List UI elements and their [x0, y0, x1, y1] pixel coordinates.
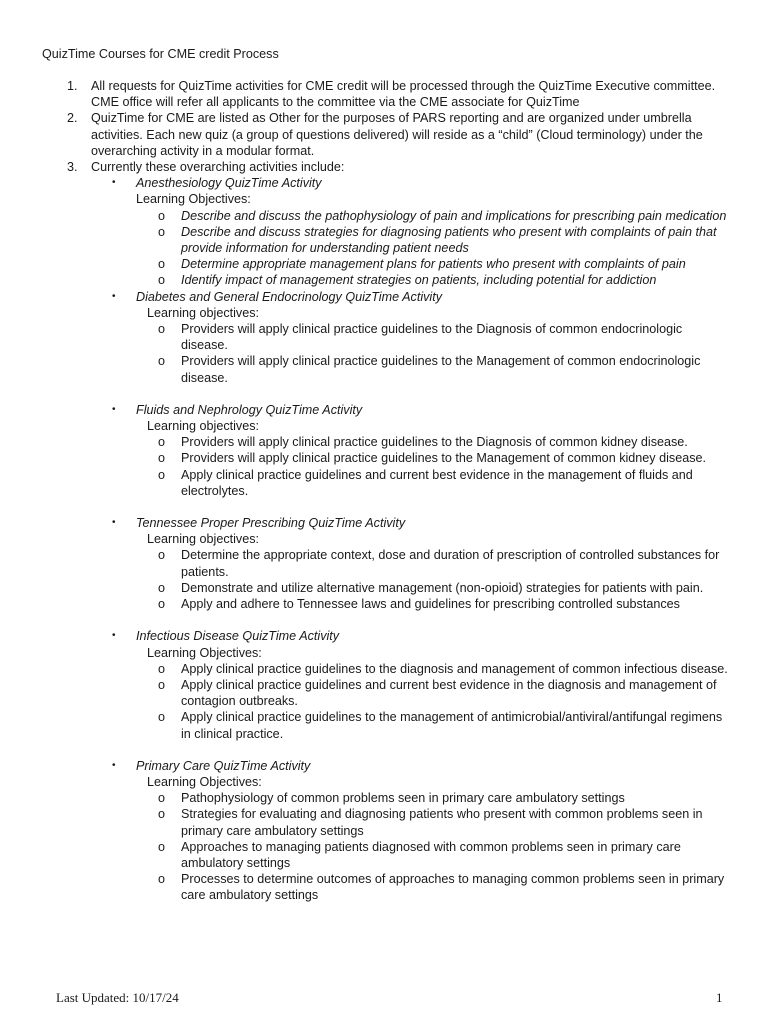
list-item-2 — [0, 110, 731, 159]
objective-item — [136, 272, 731, 288]
list-item-3 — [0, 159, 731, 175]
objective-item — [136, 208, 731, 224]
bullet-icon: • — [112, 290, 116, 302]
activity-infectious-disease — [0, 628, 736, 741]
objective-item — [136, 661, 731, 677]
sub-bullet-icon: o — [158, 354, 166, 369]
objective-text: Apply and adhere to Tennessee laws and guidelines for prescribing controlled substances — [181, 597, 680, 612]
document-title: QuizTime Courses for CME credit Process — [42, 47, 279, 61]
objective-text: Providers will apply clinical practice guidelines to the Diagnosis of common endocrinologic disease. — [181, 322, 683, 353]
page-number: 1 — [716, 990, 723, 1005]
objective-text: Strategies for evaluating and diagnosing patients who present with common problems seen in primary care ambulatory settings — [181, 807, 703, 838]
objective-item — [136, 467, 731, 499]
learning-objectives-label: Learning Objectives: — [136, 192, 251, 207]
sub-bullet-icon: o — [158, 273, 166, 288]
sub-bullet-icon: o — [158, 208, 166, 223]
sub-bullet-icon: o — [158, 661, 166, 676]
objective-text: Apply clinical practice guidelines and current best evidence in the diagnosis and management of contagion outbreaks. — [181, 677, 717, 709]
sub-bullet-icon: o — [158, 839, 166, 854]
objective-item — [136, 353, 731, 385]
objective-item — [136, 321, 731, 353]
sub-bullet-icon: o — [158, 467, 166, 482]
sub-bullet-icon: o — [158, 451, 166, 466]
objective-item — [136, 596, 731, 612]
objectives-list — [136, 661, 736, 742]
objectives-list — [136, 208, 736, 289]
objective-text: Providers will apply clinical practice guidelines to the Management of common endocrinologic disease. — [181, 354, 701, 385]
objective-item — [136, 709, 731, 741]
objective-text: Processes to determine outcomes of approaches to managing common problems seen in primary care ambulatory settings — [181, 872, 725, 903]
objective-item — [136, 256, 731, 272]
activity-primary-care — [0, 758, 736, 904]
spacer — [0, 386, 770, 402]
objective-text: Approaches to managing patients diagnosed with common problems seen in primary care ambulatory settings — [181, 839, 681, 870]
bullet-icon: • — [112, 177, 116, 189]
objective-item — [136, 224, 731, 256]
objectives-list — [136, 321, 736, 386]
activity-name: Diabetes and General Endocrinology QuizTime Activity — [136, 289, 443, 304]
objective-text: Determine appropriate management plans for patients who present with complaints of pain — [181, 257, 686, 272]
activity-fluids-nephrology — [0, 402, 736, 499]
objective-item — [136, 547, 731, 579]
sub-bullet-icon: o — [158, 548, 166, 563]
list-item-text: All requests for QuizTime activities for CME credit will be processed through the QuizTime Executive committee. CME office will refer all applicants to the committee via the CME associate for QuizTime — [91, 79, 716, 110]
objective-text: Providers will apply clinical practice guidelines to the Management of common kidney disease. — [181, 451, 707, 466]
activity-anesthesiology — [0, 175, 736, 288]
activity-name: Fluids and Nephrology QuizTime Activity — [136, 402, 363, 417]
activities-list — [0, 175, 770, 903]
sub-bullet-icon: o — [158, 791, 166, 806]
objective-text: Apply clinical practice guidelines to the diagnosis and management of common infectious disease. — [181, 661, 728, 676]
objective-item — [136, 871, 731, 903]
list-item-text: QuizTime for CME are listed as Other for the purposes of PARS reporting and are organized under umbrella activities. Each new quiz (a group of questions delivered) will reside as a “child” (Cloud terminology) under the overarching activity in a modular format. — [91, 111, 703, 158]
list-item-text: Currently these overarching activities include: — [91, 160, 345, 175]
objective-text: Providers will apply clinical practice guidelines to the Diagnosis of common kidney disease. — [181, 435, 688, 450]
objectives-list — [136, 790, 736, 903]
numbered-list — [0, 78, 770, 904]
sub-bullet-icon: o — [158, 677, 166, 692]
learning-objectives-label: Learning objectives: — [147, 532, 260, 547]
activity-tennessee-prescribing — [0, 515, 736, 612]
bullet-icon: • — [112, 517, 116, 529]
list-number: 2. — [67, 111, 78, 126]
sub-bullet-icon: o — [158, 807, 166, 822]
sub-bullet-icon: o — [158, 435, 166, 450]
sub-bullet-icon: o — [158, 710, 166, 725]
objective-item — [136, 806, 731, 838]
sub-bullet-icon: o — [158, 580, 166, 595]
activity-name: Tennessee Proper Prescribing QuizTime Activity — [136, 516, 406, 531]
learning-objectives-label: Learning Objectives: — [147, 645, 262, 660]
objective-item — [136, 450, 731, 466]
objective-text: Apply clinical practice guidelines to the management of antimicrobial/antiviral/antifungal regimens in clinical practice. — [181, 710, 723, 741]
objectives-list — [136, 434, 736, 499]
bullet-icon: • — [112, 630, 116, 642]
objective-item — [136, 580, 731, 596]
learning-objectives-label: Learning objectives: — [147, 305, 260, 320]
objective-item — [136, 677, 731, 709]
spacer — [0, 742, 770, 758]
objective-text: Describe and discuss the pathophysiology of pain and implications for prescribing pain medication — [181, 208, 727, 223]
spacer — [0, 612, 770, 628]
objectives-list — [136, 547, 736, 612]
activity-name: Anesthesiology QuizTime Activity — [136, 176, 322, 191]
activity-name: Primary Care QuizTime Activity — [136, 758, 311, 773]
objective-text: Demonstrate and utilize alternative management (non-opioid) strategies for patients with pain. — [181, 580, 704, 595]
bullet-icon: • — [112, 403, 116, 415]
activity-diabetes — [0, 289, 736, 386]
sub-bullet-icon: o — [158, 322, 166, 337]
objective-item — [136, 434, 731, 450]
bullet-icon: • — [112, 759, 116, 771]
list-item-1 — [0, 78, 731, 110]
objective-item — [136, 839, 731, 871]
sub-bullet-icon: o — [158, 597, 166, 612]
sub-bullet-icon: o — [158, 224, 166, 239]
last-updated-footer: Last Updated: 10/17/24 — [56, 990, 179, 1005]
objective-text: Determine the appropriate context, dose and duration of prescription of controlled substances for patients. — [181, 548, 720, 579]
sub-bullet-icon: o — [158, 872, 166, 887]
objective-text: Pathophysiology of common problems seen in primary care ambulatory settings — [181, 791, 625, 806]
objective-text: Apply clinical practice guidelines and current best evidence in the management of fluids and electrolytes. — [181, 467, 693, 498]
list-number: 1. — [67, 79, 78, 93]
objective-text: Describe and discuss strategies for diagnosing patients who present with complaints of pain that provide information for understanding patient needs — [181, 224, 717, 256]
objective-item — [136, 790, 731, 806]
sub-bullet-icon: o — [158, 257, 166, 272]
learning-objectives-label: Learning Objectives: — [147, 774, 262, 789]
spacer — [0, 499, 770, 515]
learning-objectives-label: Learning objectives: — [147, 419, 260, 434]
list-number: 3. — [67, 160, 78, 175]
objective-text: Identify impact of management strategies on patients, including potential for addiction — [181, 273, 657, 288]
activity-name: Infectious Disease QuizTime Activity — [136, 629, 340, 644]
